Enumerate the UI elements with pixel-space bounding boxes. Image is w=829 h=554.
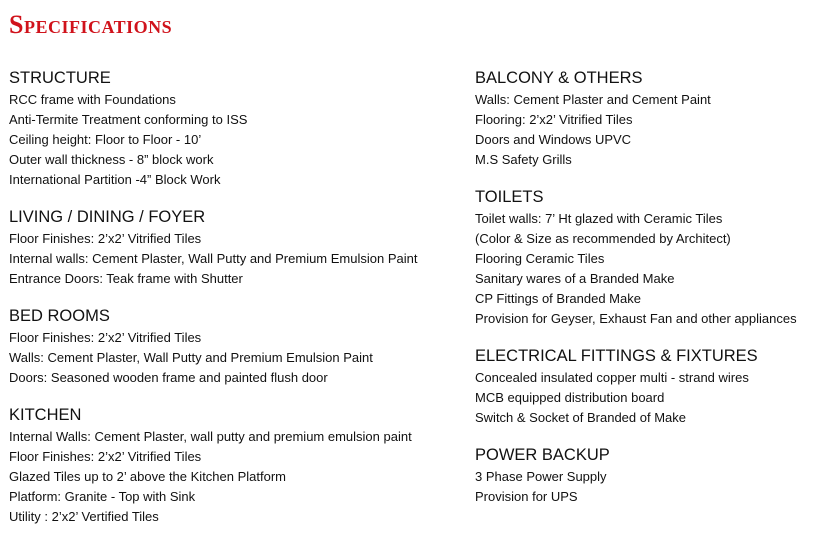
spec-item: Internal walls: Cement Plaster, Wall Putty and Premium Emulsion Paint xyxy=(9,251,418,266)
spec-item: Provision for UPS xyxy=(475,489,578,504)
spec-item: Entrance Doors: Teak frame with Shutter xyxy=(9,271,243,286)
spec-item: Doors: Seasoned wooden frame and painted flush door xyxy=(9,370,328,385)
spec-item: Ceiling height: Floor to Floor - 10’ xyxy=(9,132,202,147)
spec-item: Switch & Socket of Branded of Make xyxy=(475,410,686,425)
section-heading: ELECTRICAL FITTINGS & FIXTURES xyxy=(475,347,758,365)
spec-item: M.S Safety Grills xyxy=(475,152,572,167)
spec-item: Internal Walls: Cement Plaster, wall putty and premium emulsion paint xyxy=(9,429,412,444)
section-heading: TOILETS xyxy=(475,188,544,206)
section-bed-rooms xyxy=(9,306,464,388)
spec-item: Toilet walls: 7’ Ht glazed with Ceramic Tiles xyxy=(475,211,723,226)
section-heading: STRUCTURE xyxy=(9,69,111,87)
spec-item: MCB equipped distribution board xyxy=(475,390,665,405)
spec-item: Walls: Cement Plaster, Wall Putty and Premium Emulsion Paint xyxy=(9,350,373,365)
spec-item: Floor Finishes: 2’x2’ Vitrified Tiles xyxy=(9,449,202,464)
spec-item: Doors and Windows UPVC xyxy=(475,132,632,147)
spec-item: Sanitary wares of a Branded Make xyxy=(475,271,675,286)
spec-item: Anti-Termite Treatment conforming to ISS xyxy=(9,112,248,127)
section-structure xyxy=(9,68,464,190)
section-electrical-fittings-and-fixtures xyxy=(475,346,827,428)
section-living-dining-foyer xyxy=(9,207,464,289)
spec-item: Platform: Granite - Top with Sink xyxy=(9,489,196,504)
spec-item: Floor Finishes: 2’x2’ Vitrified Tiles xyxy=(9,231,202,246)
spec-item: Utility : 2’x2’ Vertified Tiles xyxy=(9,509,159,524)
spec-item: Flooring Ceramic Tiles xyxy=(475,251,605,266)
left-column xyxy=(9,68,464,544)
section-heading: LIVING / DINING / FOYER xyxy=(9,208,206,226)
spec-item: CP Fittings of Branded Make xyxy=(475,291,641,306)
section-heading: BED ROOMS xyxy=(9,307,110,325)
section-kitchen xyxy=(9,405,464,527)
right-column xyxy=(475,68,827,524)
spec-item: Glazed Tiles up to 2’ above the Kitchen Platform xyxy=(9,469,287,484)
section-toilets xyxy=(475,187,827,329)
section-heading: KITCHEN xyxy=(9,406,82,424)
spec-item: RCC frame with Foundations xyxy=(9,92,176,107)
spec-item: 3 Phase Power Supply xyxy=(475,469,607,484)
spec-item: Walls: Cement Plaster and Cement Paint xyxy=(475,92,711,107)
spec-item: International Partition -4” Block Work xyxy=(9,172,221,187)
spec-item: Outer wall thickness - 8” block work xyxy=(9,152,214,167)
section-power-backup xyxy=(475,445,827,507)
page-title: Specifications xyxy=(9,10,173,39)
section-heading: BALCONY & OTHERS xyxy=(475,69,643,87)
spec-item: Concealed insulated copper multi - strand wires xyxy=(475,370,749,385)
section-heading: POWER BACKUP xyxy=(475,446,610,464)
spec-item: Flooring: 2’x2’ Vitrified Tiles xyxy=(475,112,633,127)
spec-item: (Color & Size as recommended by Architect) xyxy=(475,231,731,246)
section-balcony-and-others xyxy=(475,68,827,170)
spec-item: Provision for Geyser, Exhaust Fan and other appliances xyxy=(475,311,797,326)
spec-item: Floor Finishes: 2’x2’ Vitrified Tiles xyxy=(9,330,202,345)
